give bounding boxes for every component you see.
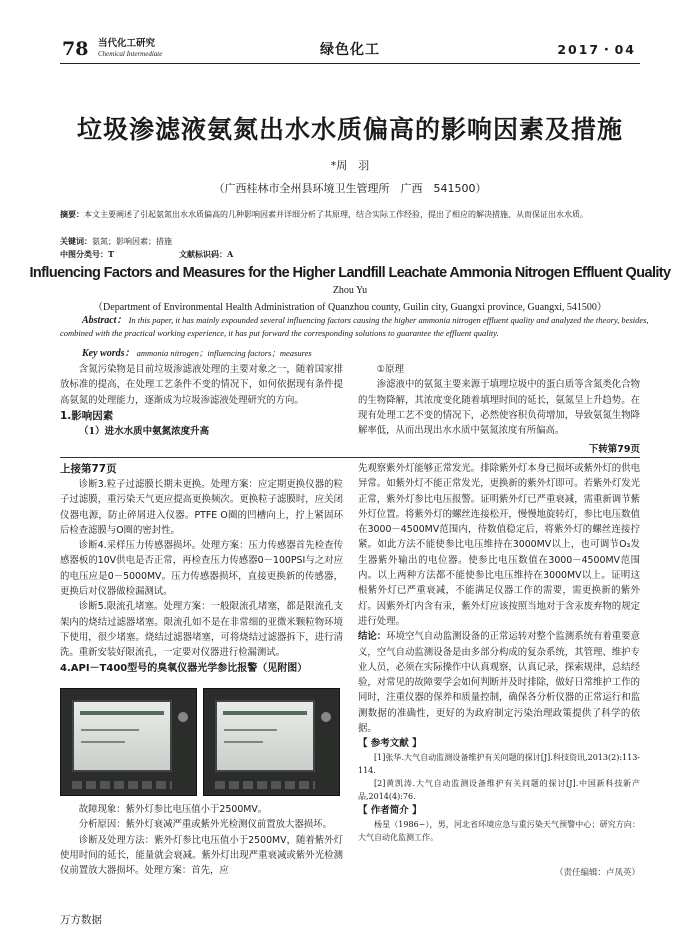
english-abstract-text: In this paper, it has mainly expounded several influencing factors causing the higher ammonia nitrogen effluent quality and analyzed the theory, besides, combined with the practical working experience, it has put forward the corresponding solutions to guarantee the effluent quality. (60, 315, 649, 338)
divider (60, 457, 640, 458)
section-4-heading: 4.API－T400型号的臭氧仪器光学参比报警（见附图） (60, 662, 308, 674)
english-keywords-text: ammonia nitrogen；influencing factors；measures (136, 348, 312, 358)
continued-next-page: 下转第79页 (588, 444, 640, 455)
continued-from-label: 上接第77页 (60, 463, 117, 475)
treatment-paragraph: 先观察紫外灯能够正常发光。排除紫外灯本身已损坏或紫外灯的供电异常。如紫外灯不能正常发光，更换新的紫外灯即可。若紫外灯发光正常，紫外灯参比电压报警。证明紫外灯已严重衰减，需重新调节紫外灯位置。将紫外灯的螺丝连接松开，慢慢地旋转灯，参比电压数值在3000－4500MV范围内，待数值稳定后，将紫外灯的螺丝连接拧紧。如此方法不能使参比电压维持在3000MV以上，也可调节O₃发生器紫外输出的电位器。使参比电压数值在3000－4500MV范围内。以上两种方法都不能使参比电压维持在3000MV以上。证明这根紫外灯已严重衰减，不能满足仪器工作的需要，需更换新的紫外灯。因紫外灯内含有汞，紫外灯应该按照当地对于含汞废弃物的规定进行处理。 (358, 463, 640, 627)
classification (60, 248, 650, 261)
diagnosis-3: 诊断3.粒子过滤膜长期未更换。处理方案：应定期更换仪器的粒子过滤膜，重污染天气更应提高更换频次。更换粒子滤膜时，应关闭仪器电源，防止碎屑进入仪器。PTFE O圈的凹槽向上，拧上紧固环后检查滤膜与O圈的密封性。 (60, 479, 343, 536)
diagnosis-4: 诊断4.采样压力传感器损坏。处理方案：压力传感器首先检查传感器板的10V供电是否正常，再检查压力传感器0－100PSI与之对应的电压应是0－5000MV。压力传感器损坏，直接更换新的传感器，更换后对仪器做检漏测试。 (60, 540, 343, 598)
article-title: 垃圾渗滤液氨氮出水水质偏高的影响因素及措施 (76, 115, 623, 144)
english-abstract (60, 314, 650, 340)
reference-2: [2]黄凯涛.大气自动监测设备维护有关问题的探讨[J].中国新科技新产品,2014(4):76. (358, 779, 640, 802)
journal-name-cn: 当代化工研究 (98, 38, 156, 49)
diagnosis-5: 诊断5.限流孔堵塞。处理方案：一般限流孔堵塞，都是限流孔支架内的烧结过滤器堵塞。限流孔如不是在非常细的亚微米颗粒物环境下使用，很少堵塞。烧结过滤器堵塞，可将烧结过滤器拆下，进行清洗。重新安装好限流孔，一定要对仪器进行检漏测试。 (60, 601, 343, 659)
clc-label: 中图分类号： (60, 249, 108, 259)
author-bio: 杨星（1986~），男，河北省环境应急与重污染天气预警中心；研究方向：大气自动化监测工作。 (358, 820, 640, 843)
english-keywords (82, 344, 312, 359)
subheading-ammonia-concentration: （1）进水水质中氨氮浓度升高 (79, 425, 210, 437)
keywords-label: 关键词： (60, 236, 92, 246)
conclusion (358, 629, 640, 736)
principle-paragraph: 渗滤液中的氨氮主要来源于填埋垃圾中的蛋白质等含氮类化合物的生物降解，其浓度变化随着填埋时间的延长，氨氮呈上升趋势。在现有处理工艺不变的情况下，必然使容积负荷增加，导致氨氮生物降解率低，从而出现出水水质中氨氮浓度有所偏高。 (358, 379, 640, 437)
instrument-photos (60, 688, 340, 796)
english-author: Zhou Yu (332, 285, 368, 296)
section-title: 绿色化工 (320, 42, 380, 58)
english-abstract-label: Abstract： (82, 315, 127, 326)
continued-left-column (60, 461, 343, 676)
fault-analysis (60, 802, 343, 878)
english-affiliation: （Department of Environmental Health Administration of Quanzhou county, Guilin city, Guangxi province, Guangxi, 541500） (93, 302, 607, 313)
abstract (60, 208, 650, 221)
journal-name-en: Chemical Intermediate (98, 50, 163, 58)
author-bio-heading: 【 作者简介 】 (358, 805, 422, 817)
responsible-editor: （责任编辑：卢凤英） (554, 868, 640, 878)
abstract-label: 摘要： (60, 209, 84, 219)
references-heading: 【 参考文献 】 (358, 738, 422, 750)
doc-code-value: A (227, 249, 234, 259)
abstract-text: 本文主要阐述了引起氨氮出水水质偏高的几种影响因素并详细分析了其原理，结合实际工作经验，提出了相应的解决措施、从而保证出水水质。 (84, 210, 588, 219)
doc-code-label: 文献标识码： (179, 249, 228, 259)
article-author: *周 羽 (330, 159, 370, 172)
ozone-analyzer-photo-1 (60, 688, 197, 796)
ozone-analyzer-photo-2 (203, 688, 340, 796)
heading-influencing-factors: 1.影响因素 (60, 409, 114, 422)
intro-left-column (60, 362, 343, 439)
footer-brand: 万方数据 (60, 914, 102, 926)
english-title: Influencing Factors and Measures for the Higher Landfill Leachate Ammonia Nitrogen Effluent Quality (29, 265, 671, 281)
article-affiliation: （广西桂林市全州县环境卫生管理所 广西 541500） (213, 182, 487, 195)
clc-value: T (108, 249, 114, 259)
fault-phenomenon: 故障现象：紫外灯参比电压值小于2500MV。 (78, 804, 268, 815)
page-number: 78 (62, 38, 89, 60)
issue-label: 2017・04 (557, 42, 636, 57)
fault-cause: 分析原因：紫外灯衰减严重或紫外光检测仪前置放大器损坏。 (78, 819, 332, 831)
english-keywords-label: Key words： (82, 348, 135, 359)
reference-1: [1]张华.大气自动监测设备维护有关问题的探讨[J].科技资讯,2013(2):113-114. (358, 753, 640, 776)
intro-paragraph: 含氮污染物是目前垃圾渗滤液处理的主要对象之一，随着国家排放标准的提高，在处理工艺条件不变的情况下，如何依据现有条件提高氨氮的处理能力，逐渐成为垃圾渗滤液处理研究的方向。 (60, 364, 343, 406)
conclusion-label: 结论： (358, 631, 387, 643)
keywords (60, 235, 650, 248)
continued-right-column (358, 461, 640, 844)
intro-right-column (358, 362, 640, 438)
conclusion-text: 环境空气自动监测设备的正常运转对整个监测系统有着重要意义，空气自动监测设备是由多部分构成的复杂系统，其管理、维护专业人员，必须在实际操作中认真观察，认真记录，探索规律，总结经验，对常见的故障要学会如何判断并及时排除，做好日常维护工作的同时，注重仪器的保养和质量控制，确保各分析仪器的正常运行和监测数据的准确性，更好的为政府制定污染治理政策提供了科学的依据。 (358, 631, 640, 735)
running-header (60, 34, 640, 64)
principle-subheading: ①原理 (376, 364, 404, 375)
fault-diagnosis: 诊断及处理方法：紫外灯参比电压值小于2500MV，随着紫外灯使用时间的延长，能量就会衰减。紫外灯出现严重衰减或紫外光检测仪前置放大器损坏。处理方案：首先，应 (60, 834, 343, 877)
keywords-text: 氨氮；影响因素；措施 (92, 237, 172, 246)
